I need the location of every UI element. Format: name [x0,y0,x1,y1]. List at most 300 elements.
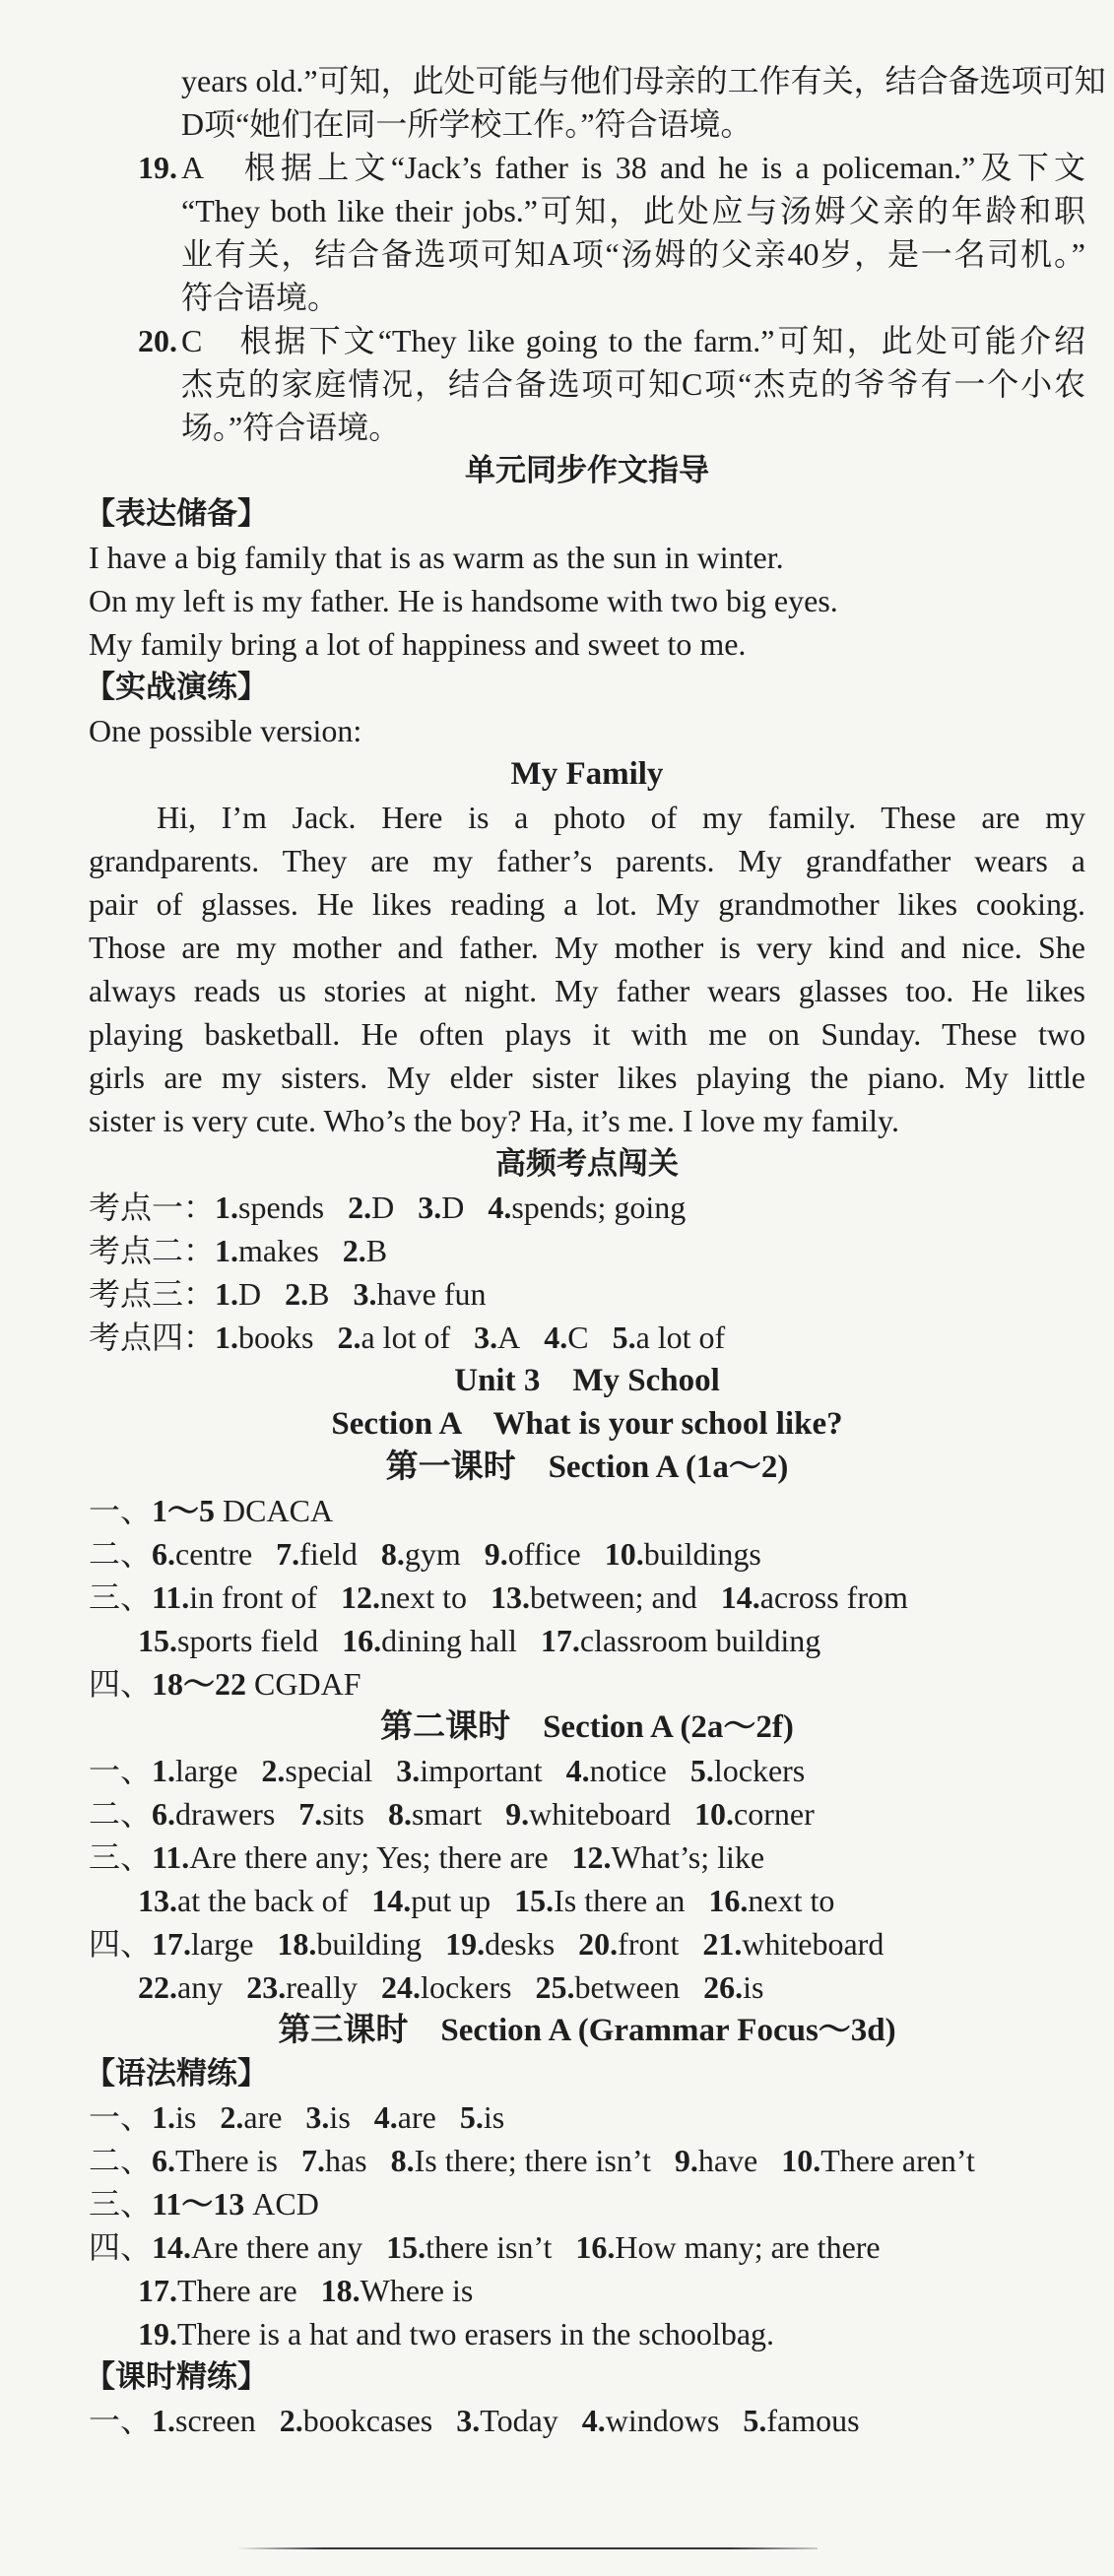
answer-item [721,1579,908,1615]
item-answer: How many; are there [615,2229,881,2265]
item-answer: next to [380,1579,467,1615]
text-content: 高频考点闯关 [495,1146,679,1182]
text-content: Those are my mother and father. My mother is very kind and nice. She [89,930,1085,965]
item-number: 7. [300,2143,325,2178]
text-line [89,189,1085,232]
text-line [89,622,1085,666]
item-answer: spends; going [511,1190,687,1225]
footer-rule [236,2547,818,2549]
text-content: sister is very cute. Who’s the boy? Ha, it’s me. I love my family. [89,1103,899,1138]
text-line [89,406,1085,449]
item-answer: A [497,1320,521,1355]
answer-item [138,1883,348,1918]
item-answer: buildings [643,1536,761,1572]
item-answer: at the back of [177,1883,349,1918]
answer-item [386,2229,552,2265]
item-answer: is [483,2099,505,2135]
answer-item [578,1926,679,1962]
answer-item [215,1190,324,1225]
subsection-label [85,2355,1085,2399]
answer-group-label: 三、 [89,1839,153,1875]
text-content: 【课时精练】 [85,2359,268,2395]
text-line [89,232,1085,276]
item-number: 1. [152,2099,176,2135]
item-number: 22. [138,1969,177,2005]
answer-item [276,1536,358,1572]
item-answer: Are there any; Yes; there are [189,1839,549,1875]
item-number: 13. [138,1883,177,1918]
text-content: 杰克的家庭情况，结合备选项可知C项“杰克的爷爷有一个小农 [181,366,1085,402]
item-number: 10. [604,1536,644,1572]
answer-item [215,1233,319,1268]
section-title [89,1446,1085,1489]
answer-group-label: 一、 [89,2403,153,2438]
answer-group-label: 四、 [89,2229,153,2265]
answer-item [152,1666,360,1702]
answer-item [280,2403,433,2438]
text-line [89,102,1085,146]
item-number: 14. [152,2229,192,2265]
item-answer: building [316,1926,423,1962]
answer-item [261,1753,372,1788]
item-answer: Are there any [191,2229,363,2265]
item-answer: is [743,1969,764,2005]
item-answer: Is there; there isn’t [414,2143,651,2178]
answer-item [613,1320,726,1355]
item-number: 4. [581,2403,606,2438]
item-number: 8. [387,1796,412,1832]
subsection-label [85,666,1085,709]
subsection-label [85,2052,1085,2095]
text-content: 场。”符合语境。 [181,410,401,445]
item-number: 2. [285,1276,309,1312]
item-number: 12. [341,1579,380,1615]
text-content: 【实战演练】 [85,670,268,705]
item-answer: There is a hat and two erasers in the schoolbag. [177,2316,775,2351]
answer-group-label: 考点三： [89,1276,216,1312]
text-content: “They both like their jobs.”可知，此处应与汤姆父亲的年龄和职 [181,193,1085,228]
item-answer: desks [485,1926,556,1962]
answer-item [605,1536,761,1572]
answer-item [371,1883,491,1918]
answer-item [348,1190,394,1225]
item-number: 10. [694,1796,735,1832]
answer-line [89,1749,1085,1792]
section-title [89,2009,1085,2052]
text-line [89,969,1085,1012]
answer-item [138,2273,297,2308]
answer-item [138,1623,318,1658]
item-answer: spends [238,1190,325,1225]
item-answer: B [365,1233,388,1268]
text-content: A 根据上文“Jack’s father is 38 and he is a policeman.”及下文 [181,150,1085,185]
answer-line [89,1576,1085,1619]
answer-line [89,2225,1085,2269]
item-answer: Where is [360,2273,474,2308]
subsection-label [85,492,1085,536]
text-line [89,59,1106,102]
answer-group-label: 二、 [89,2143,153,2178]
answer-line [89,1922,1085,1965]
item-answer: next to [748,1883,835,1918]
item-number: 9. [505,1796,530,1832]
answer-item [301,2143,367,2178]
text-content: playing basketball. He often plays it with me on Sunday. These two [89,1016,1085,1052]
item-answer: special [285,1753,373,1788]
item-number: 17. [138,2273,177,2308]
answer-group-label: 一、 [89,1753,153,1788]
item-number: 4. [488,1190,512,1225]
text-content: My family bring a lot of happiness and sweet to me. [89,626,747,662]
answer-item [305,2099,350,2135]
item-number: 2. [261,1753,286,1788]
text-content: pair of glasses. He likes reading a lot. My grandmother likes cooking. [89,886,1085,922]
item-answer: a lot of [360,1320,451,1355]
answer-line [89,1272,1085,1316]
answer-item [418,1190,464,1225]
answer-item [514,1883,685,1918]
answer-item [708,1883,834,1918]
item-answer: centre [175,1536,253,1572]
text-content: One possible version: [89,713,362,748]
item-answer: DCACA [215,1493,334,1528]
item-number: 7. [276,1536,300,1572]
item-number: 12. [571,1839,612,1875]
text-content: 【语法精练】 [85,2056,268,2092]
item-number: 10. [781,2143,821,2178]
item-number: 15. [138,1623,177,1658]
answer-item [743,2403,859,2438]
answer-item [152,1753,237,1788]
item-answer: dining hall [381,1623,517,1658]
item-answer: There are [177,2273,297,2308]
item-answer: D [238,1276,262,1312]
item-number: 1～5 [152,1493,216,1528]
item-number: 9. [674,2143,698,2178]
item-answer: corner [734,1796,815,1832]
answer-item [152,1579,317,1615]
item-number: 11. [152,1579,190,1615]
answer-group-label: 考点四： [89,1320,216,1355]
answer-item [298,1796,364,1832]
answer-line [89,1662,1085,1706]
answer-item [456,2403,558,2438]
answer-number: 19. [138,150,177,185]
answer-item [152,1926,253,1962]
item-number: 2. [342,1233,366,1268]
answer-item [152,2403,256,2438]
item-number: 5. [459,2099,484,2135]
text-line [89,276,1085,319]
item-number: 16. [342,1623,382,1658]
item-answer: Today [480,2403,558,2438]
answer-line [89,2182,1085,2225]
item-number: 5. [612,1320,636,1355]
answer-group-label: 一、 [89,1493,153,1528]
answer-number: 20. [138,323,177,358]
item-answer: has [324,2143,367,2178]
answer-item [138,2316,774,2351]
item-number: 2. [279,2403,303,2438]
item-number: 19. [138,2316,177,2351]
text-content: 第二课时 Section A (2a～2f) [380,1709,794,1745]
answer-item [138,1969,223,2005]
answer-item [152,1796,275,1832]
item-number: 3. [353,1276,377,1312]
answer-line [89,1229,1085,1272]
item-answer: across from [759,1579,908,1615]
item-answer: there isn’t [426,2229,553,2265]
answer-item [575,2229,880,2265]
answer-item [396,1753,542,1788]
answer-item [152,2143,278,2178]
answer-item [220,2099,282,2135]
item-answer: is [329,2099,351,2135]
item-answer: drawers [175,1796,276,1832]
text-line [89,839,1085,882]
answer-item [215,1320,313,1355]
numbered-answer [89,146,1085,189]
item-number: 2. [220,2099,244,2135]
answer-group-label: 考点二： [89,1233,216,1268]
text-content: 【表达储备】 [85,496,268,532]
answer-page [85,59,1106,2442]
answer-item [702,1926,884,1962]
text-content: 单元同步作文指导 [465,453,709,488]
item-answer: whiteboard [529,1796,672,1832]
answer-line [89,1532,1085,1576]
answer-item [675,2143,757,2178]
section-title [89,1706,1085,1749]
answer-line-continued [89,2312,1085,2355]
answer-item [341,1579,467,1615]
answer-item [246,1969,358,2005]
text-line [89,579,1085,622]
item-number: 2. [337,1320,361,1355]
answer-item [285,1276,329,1312]
text-content: Hi, I’m Jack. Here is a photo of my family. These are my [157,800,1085,835]
answer-item [572,1839,765,1875]
item-number: 2. [348,1190,372,1225]
text-line [89,882,1085,926]
item-number: 14. [720,1579,760,1615]
item-answer: gym [404,1536,461,1572]
text-content: 第三课时 Section A (Grammar Focus～3d) [278,2013,896,2048]
answer-item [343,1233,387,1268]
item-answer: office [507,1536,581,1572]
item-number: 24. [381,1969,422,2005]
answer-group-label: 一、 [89,2099,153,2135]
item-answer: classroom building [579,1623,821,1658]
item-number: 5. [743,2403,767,2438]
item-answer: front [618,1926,680,1962]
item-number: 14. [371,1883,412,1918]
answer-group-label: 三、 [89,1579,153,1615]
item-answer: Is there an [554,1883,686,1918]
answer-item [353,1276,486,1312]
answer-item [337,1320,450,1355]
section-heading [89,449,1085,492]
answer-line [89,1186,1085,1229]
answer-item [152,2229,362,2265]
item-answer: between; and [529,1579,697,1615]
item-answer: lockers [713,1753,806,1788]
item-answer: There aren’t [820,2143,975,2178]
answer-group-label: 考点一： [89,1190,216,1225]
text-line [89,1099,1085,1142]
answer-group-label: 四、 [89,1926,153,1962]
item-answer: important [420,1753,543,1788]
answer-item [391,2143,651,2178]
item-answer: field [299,1536,358,1572]
text-content: always reads us stories at night. My father wears glasses too. He likes [89,973,1085,1008]
answer-item [374,2099,436,2135]
item-answer: notice [589,1753,667,1788]
item-answer: any [177,1969,224,2005]
answer-item [388,1796,482,1832]
item-number: 6. [152,1536,176,1572]
item-number: 1. [215,1190,239,1225]
answer-item [582,2403,720,2438]
item-answer: large [191,1926,254,1962]
text-content: Section A What is your school like? [331,1406,843,1442]
item-answer: put up [411,1883,491,1918]
text-content: On my left is my father. He is handsome with two big eyes. [89,583,838,618]
text-content: 第一课时 Section A (1a～2) [385,1449,789,1485]
section-title [89,1402,1085,1446]
answer-item [781,2143,975,2178]
text-content: grandparents. They are my father’s parents. My grandfather wears a [89,843,1085,878]
item-number: 1. [152,1753,176,1788]
text-line [89,1056,1085,1099]
answer-item [215,1276,261,1312]
item-number: 4. [544,1320,568,1355]
item-number: 3. [305,2099,330,2135]
item-number: 17. [540,1623,580,1658]
answer-line-continued [89,2269,1085,2312]
text-content: Unit 3 My School [454,1363,720,1398]
item-number: 1. [215,1233,239,1268]
item-number: 6. [152,1796,176,1832]
text-line [89,1012,1085,1056]
item-number: 16. [708,1883,749,1918]
text-line [89,362,1085,406]
answer-item [491,1579,697,1615]
text-content: I have a big family that is as warm as the sun in winter. [89,540,784,575]
answer-item [566,1753,667,1788]
item-number: 7. [298,1796,323,1832]
item-answer: B [308,1276,330,1312]
item-answer: windows [605,2403,720,2438]
item-number: 26. [703,1969,744,2005]
text-content: D项“她们在同一所学校工作。”符合语境。 [181,106,753,142]
item-answer: are [243,2099,283,2135]
section-heading [89,1142,1085,1186]
text-content: My Family [510,756,664,792]
item-number: 15. [514,1883,555,1918]
text-content: years old.”可知，此处可能与他们母亲的工作有关，结合备选项可知 [181,63,1106,98]
answer-item [505,1796,671,1832]
item-number: 18. [277,1926,317,1962]
item-number: 1. [215,1320,239,1355]
item-answer: have [697,2143,758,2178]
answer-item [381,1536,461,1572]
answer-line-continued [89,1965,1085,2009]
item-number: 8. [390,2143,415,2178]
item-number: 25. [535,1969,575,2005]
item-answer: books [238,1320,314,1355]
item-number: 20. [578,1926,619,1962]
answer-item [488,1190,686,1225]
answer-item [342,1623,517,1658]
item-answer: C [567,1320,589,1355]
answer-line [89,1835,1085,1879]
section-title [89,1359,1085,1402]
answer-group-label: 三、 [89,2186,153,2222]
answer-item [152,1839,549,1875]
answer-item [321,2273,474,2308]
item-number: 9. [484,1536,508,1572]
item-number: 23. [246,1969,287,2005]
item-answer: sits [322,1796,364,1832]
text-content: 符合语境。 [181,280,340,315]
item-number: 6. [152,2143,176,2178]
answer-line-continued [89,1879,1085,1922]
answer-item [694,1796,815,1832]
item-number: 17. [152,1926,192,1962]
item-number: 5. [689,1753,714,1788]
answer-item [460,2099,504,2135]
answer-group-label: 四、 [89,1666,153,1702]
answer-line [89,1316,1085,1359]
item-number: 3. [456,2403,481,2438]
item-number: 3. [474,1320,498,1355]
item-answer: is [175,2099,197,2135]
item-answer: smart [411,1796,483,1832]
text-line [89,926,1085,969]
item-answer: a lot of [635,1320,726,1355]
answer-group-label: 二、 [89,1536,153,1572]
item-number: 13. [490,1579,530,1615]
text-line [89,709,1085,752]
item-number: 3. [396,1753,421,1788]
item-answer: sports field [177,1623,319,1658]
answer-line [89,1792,1085,1835]
item-answer: lockers [421,1969,512,2005]
item-answer: in front of [189,1579,317,1615]
answer-item [541,1623,820,1658]
item-number: 1. [215,1276,239,1312]
item-number: 8. [380,1536,405,1572]
answer-item [474,1320,520,1355]
item-number: 4. [565,1753,590,1788]
answer-item [277,1926,422,1962]
item-answer: makes [238,1233,319,1268]
item-number: 16. [575,2229,616,2265]
item-answer: D [441,1190,465,1225]
item-number: 3. [418,1190,442,1225]
item-answer: whiteboard [742,1926,885,1962]
item-answer: ACD [244,2186,319,2222]
answer-line [89,2095,1085,2139]
item-number: 1. [152,2403,176,2438]
item-answer: bookcases [302,2403,433,2438]
item-number: 18. [320,2273,360,2308]
item-answer: between [574,1969,681,2005]
item-answer: are [397,2099,436,2135]
answer-item [535,1969,680,2005]
answer-item [152,1493,333,1528]
